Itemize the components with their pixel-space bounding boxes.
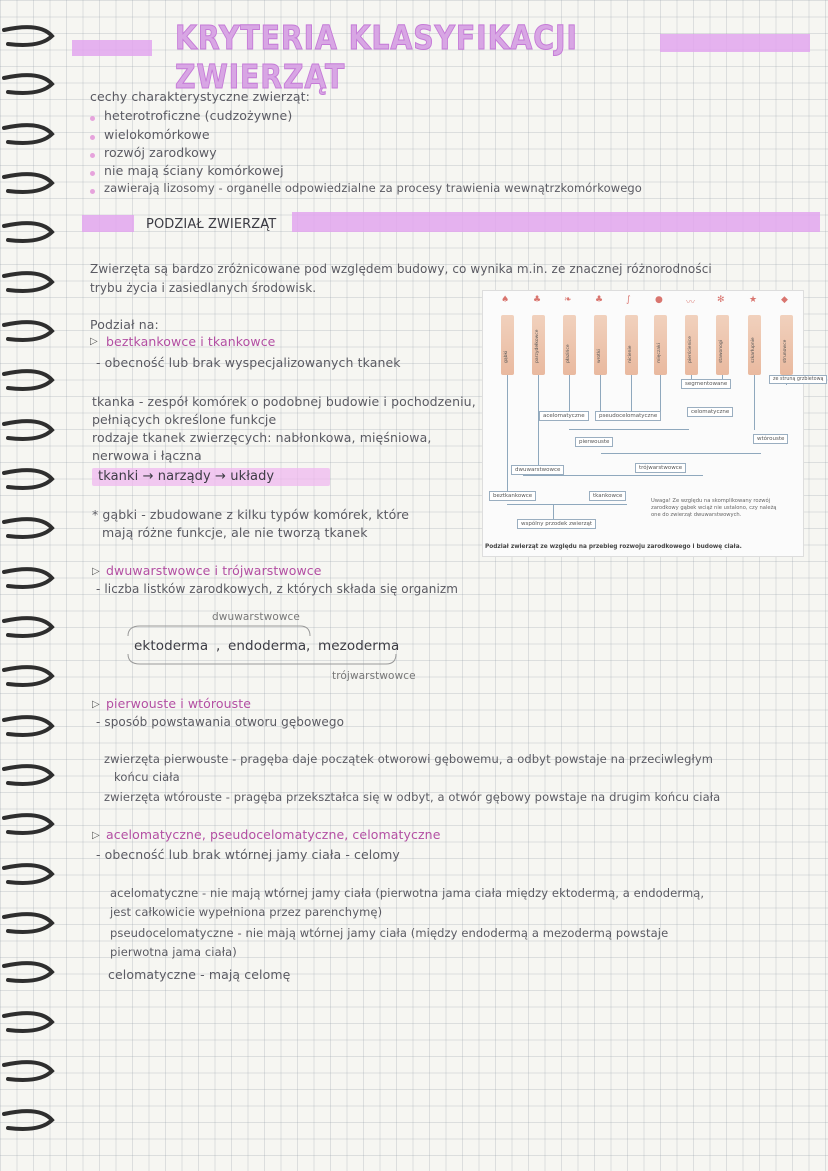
- tree-line: [754, 375, 755, 430]
- figure-caption: Podział zwierząt ze względu na przebieg rozwoju zarodkowego i budowę ciała.: [485, 544, 742, 550]
- tree-line: [600, 375, 601, 413]
- germ-layer-mesoderm: mezoderma: [318, 638, 400, 654]
- bracket-lower-icon: [124, 652, 404, 668]
- page-title: KRYTERIA KLASYFIKACJI ZWIERZĄT: [175, 18, 578, 96]
- intro-line: trybu życia i zasiedlanych środowisk.: [90, 281, 317, 295]
- comma: ,: [306, 638, 311, 654]
- deuterostomes-line: zwierzęta wtórouste - pragęba przekształca się w odbyt, a otwór gębowy powstaje na drugim końcu ciała: [104, 790, 721, 804]
- node-coelomate: celomatyczne: [687, 407, 733, 417]
- taxon-label: szkarłupnie: [751, 337, 756, 363]
- taxon-label: strunowce: [783, 339, 788, 363]
- intro-line: Zwierzęta są bardzo zróżnicowane pod względem budowy, co wynika m.in. ze znacznej różnorodności: [90, 262, 712, 276]
- spiral-binding: [0, 0, 60, 1171]
- layers-upper-label: dwuwarstwowce: [212, 611, 300, 623]
- node-triploblasts: trójwarstwowce: [635, 463, 686, 473]
- bullet: [90, 116, 95, 121]
- bullet: [90, 135, 95, 140]
- earthworm-icon: 〰: [686, 298, 696, 308]
- tree-line: [507, 375, 508, 495]
- figure-note-line: zarodkowy gąbek wciąż nie ustalono, czy należą: [651, 505, 777, 511]
- node-acoelomate: acelomatyczne: [539, 411, 589, 421]
- node-common-ancestor: wspólny przodek zwierząt: [517, 519, 596, 529]
- coelom-heading: acelomatyczne, pseudocelomatyczne, celomatyczne: [106, 827, 441, 842]
- figure-note-line: one do zwierząt dwuwarstwowych.: [651, 512, 742, 518]
- taxon-label: nicienie: [628, 345, 633, 363]
- division-label: Podział na:: [90, 317, 159, 332]
- tree-line: [631, 375, 632, 413]
- tree-line: [523, 475, 703, 476]
- tissue-heading: beztkankowce i tkankowce: [106, 334, 276, 349]
- layers-lower-label: trójwarstwowce: [332, 670, 416, 682]
- layers-desc: - liczba listków zarodkowych, z których składa się organizm: [96, 582, 459, 596]
- bullet: [90, 153, 95, 158]
- comma: ,: [216, 638, 221, 654]
- starfish-icon: ★: [749, 295, 758, 305]
- taxon-label: mięczaki: [657, 343, 662, 363]
- tissue-def-line: pełniących określone funkcje: [92, 412, 277, 427]
- rotifer-icon: ♣: [595, 295, 604, 305]
- taxon-column: [501, 315, 514, 375]
- tissue-def-line: tkanka - zespół komórek o podobnej budowie i pochodzeniu,: [92, 394, 476, 409]
- node-deuterostomes: wtórouste: [753, 434, 788, 444]
- jellyfish-icon: ♣: [533, 295, 542, 305]
- acoelomate-line: acelomatyczne - nie mają wtórnej jamy ciała (pierwotna jama ciała między ektodermą, a endodermą,: [110, 886, 705, 900]
- tissue-types-line: nerwowa i łączna: [92, 448, 202, 463]
- bracket-upper-icon: [124, 622, 314, 638]
- classification-figure: [482, 290, 824, 557]
- section-bar-right: [292, 212, 820, 232]
- sponge-icon: ♠: [501, 295, 510, 305]
- taxon-label: stawonogi: [719, 339, 724, 363]
- node-segmented: segmentowane: [681, 379, 731, 389]
- title-bar-left: [72, 40, 152, 56]
- section-bar-left: [82, 215, 134, 232]
- taxon-label: płazińce: [566, 344, 571, 363]
- protostomes-line: końcu ciała: [114, 770, 180, 784]
- tree-line: [660, 375, 661, 413]
- mouth-desc: - sposób powstawania otworu gębowego: [96, 715, 345, 729]
- taxon-label: gąbki: [504, 350, 509, 363]
- coelom-desc: - obecność lub brak wtórnej jamy ciała - celomy: [96, 847, 400, 862]
- node-protostomes: pierwouste: [575, 437, 613, 447]
- triangle-marker-icon: ▷: [92, 699, 100, 710]
- tree-line: [601, 453, 761, 454]
- protostomes-line: zwierzęta pierwouste - pragęba daje początek otworowi gębowemu, a odbyt powstaje na przeciwległym: [104, 752, 714, 766]
- triangle-marker-icon: ▷: [92, 566, 100, 577]
- node-pseudocoelomate: pseudocelomatyczne: [595, 411, 661, 421]
- tissue-types-line: rodzaje tkanek zwierzęcych: nabłonkowa, mięśniowa,: [92, 430, 432, 445]
- snail-icon: ●: [655, 295, 663, 305]
- bullet: [90, 189, 95, 194]
- features-heading: cechy charakterystyczne zwierząt:: [90, 89, 310, 104]
- node-notochord: ze struną grzbietową: [769, 375, 827, 384]
- feature-item: rozwój zarodkowy: [104, 145, 217, 160]
- taxon-label: wrotki: [597, 349, 602, 363]
- tissue-flow: tkanki → narządy → układy: [98, 469, 275, 484]
- pseudocoelomate-line: pseudocelomatyczne - nie mają wtórnej jamy ciała (między endodermą a mezodermą powstaje: [110, 926, 669, 940]
- germ-layer-endoderm: endoderma: [228, 638, 307, 654]
- triangle-marker-icon: ▷: [92, 830, 100, 841]
- taxon-column: [594, 315, 607, 375]
- coelomate-line: celomatyczne - mają celomę: [108, 967, 291, 982]
- arthropod-icon: ✻: [717, 295, 725, 305]
- feature-item: nie mają ściany komórkowej: [104, 163, 284, 178]
- fish-icon: ◆: [781, 295, 788, 305]
- sponge-note-line: * gąbki - zbudowane z kilku typów komórek, które: [92, 507, 410, 522]
- section-heading: PODZIAŁ ZWIERZĄT: [146, 217, 277, 232]
- germ-layer-ectoderm: ektoderma: [134, 638, 209, 654]
- pseudocoelomate-line: pierwotna jama ciała): [110, 945, 237, 959]
- sponge-note-line: mają różne funkcje, ale nie tworzą tkanek: [102, 525, 368, 540]
- node-diploblasts: dwuwarstwowce: [511, 465, 564, 475]
- taxon-label: pierścienice: [688, 336, 693, 363]
- feature-item: zawierają lizosomy - organelle odpowiedzialne za procesy trawienia wewnątrzkomórkowego: [104, 181, 642, 195]
- acoelomate-line: jest całkowicie wypełniona przez parenchymę): [110, 905, 383, 919]
- tree-line: [507, 504, 627, 505]
- feature-item: heterotroficzne (cudzożywne): [104, 108, 293, 123]
- bullet: [90, 171, 95, 176]
- flatworm-icon: ❧: [564, 295, 572, 305]
- feature-item: wielokomórkowe: [104, 127, 210, 142]
- tree-line: [569, 375, 570, 413]
- mouth-heading: pierwouste i wtórouste: [106, 696, 252, 711]
- layers-heading: dwuwarstwowce i trójwarstwowce: [106, 563, 322, 578]
- tree-line: [569, 429, 689, 430]
- taxon-label: parzydełkowce: [535, 329, 540, 363]
- tissue-desc: - obecność lub brak wyspecjalizowanych tkanek: [96, 355, 401, 370]
- figure-note-line: Uwaga! Ze względu na skomplikowany rozwój: [651, 498, 771, 504]
- node-eumetazoa: tkankowce: [589, 491, 626, 501]
- nematode-icon: ∫: [626, 295, 631, 305]
- triangle-marker-icon: ▷: [90, 336, 98, 347]
- node-parazoa: beztkankowce: [489, 491, 536, 501]
